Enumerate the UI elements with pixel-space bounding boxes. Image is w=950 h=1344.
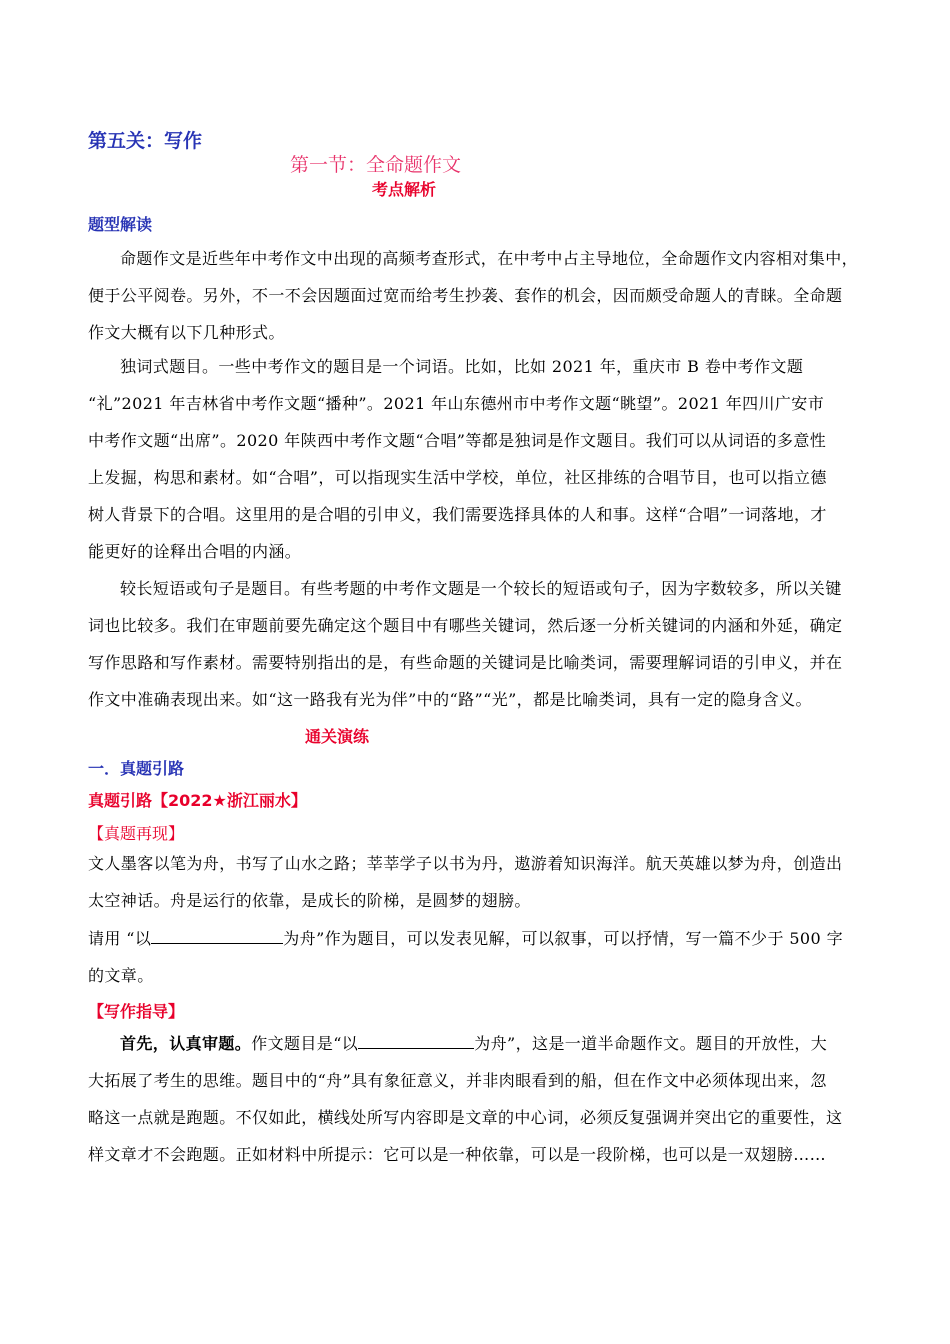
- paragraph-line: 独词式题目。一些中考作文的题目是一个词语。比如，比如 2021 年，重庆市 B 卷中考作文题: [120, 357, 804, 376]
- guide-bold: 首先，认真审题。: [120, 1034, 252, 1053]
- paragraph-line: 作文大概有以下几种形式。: [88, 323, 285, 342]
- paragraph-line: 上发掘，构思和素材。如“合唱”，可以指现实生活中学校，单位，社区排练的合唱节目，也可以指立德: [88, 468, 827, 487]
- paragraph-3: [88, 570, 868, 718]
- prompt-line: [88, 920, 843, 957]
- paragraph-1: [88, 240, 868, 351]
- title-blank: [151, 925, 283, 944]
- paragraph-line: 中考作文题“出席”。2020 年陕西中考作文题“合唱”等都是独词是作文题目。我们可以从词语的多意性: [88, 431, 827, 450]
- title-blank: [358, 1030, 474, 1049]
- chapter-heading: 第五关：写作: [88, 130, 203, 152]
- paragraph-line: 大拓展了考生的思维。题目中的“舟”具有象征意义，并非肉眼看到的船，但在作文中必须体现出来，忽: [88, 1071, 827, 1090]
- paragraph-line: 命题作文是近些年中考作文中出现的高频考查形式，在中考中占主导地位，全命题作文内容相对集中，: [120, 249, 859, 268]
- paragraph-line: 写作思路和写作素材。需要特别指出的是，有些命题的关键词是比喻类词，需要理解词语的引申义，并在: [88, 653, 843, 672]
- exam-tag-detail: 【2022★浙江丽水】: [152, 791, 307, 810]
- paragraph-line: 太空神话。舟是运行的依靠，是成长的阶梯，是圆梦的翅膀。: [88, 891, 531, 910]
- guide-paragraph: [88, 1025, 842, 1173]
- part1-heading: 一．真题引路: [88, 759, 185, 778]
- paragraph-2: [88, 348, 868, 570]
- prompt-suffix: 为舟”作为题目，可以发表见解，可以叙事，可以抒情，写一篇不少于 500 字: [283, 929, 843, 948]
- guide-label: 【写作指导】: [88, 1002, 185, 1021]
- paragraph-line: 样文章才不会跑题。正如材料中所提示：它可以是一种依靠，可以是一段阶梯，也可以是一双翅膀……: [88, 1145, 827, 1164]
- paragraph-line: 词也比较多。我们在审题前要先确定这个题目中有哪些关键词，然后逐一分析关键词的内涵和外延，确定: [88, 616, 843, 635]
- reappear-label: 【真题再现】: [88, 824, 185, 843]
- paragraph-line: 便于公平阅卷。另外，不一不会因题面过宽而给考生抄袭、套作的机会，因而颇受命题人的青睐。全命题: [88, 286, 843, 305]
- paragraph-line: “礼”2021 年吉林省中考作文题“播种”。2021 年山东德州市中考作文题“眺望”。2021 年四川广安市: [88, 394, 825, 413]
- prompt-prefix: 请用 “以: [88, 929, 152, 948]
- material-paragraph: [88, 845, 842, 919]
- paragraph-line: 作文中准确表现出来。如“这一路我有光为伴”中的“路”“光”，都是比喻类词，具有一定的隐身含义。: [88, 690, 812, 709]
- subsection-title: 考点解析: [372, 180, 437, 199]
- paragraph-line: 文人墨客以笔为舟，书写了山水之路；莘莘学子以书为丹，遨游着知识海洋。航天英雄以梦为舟，创造出: [88, 854, 843, 873]
- prompt-paragraph: [88, 920, 843, 994]
- paragraph-line: 较长短语或句子是题目。有些考题的中考作文题是一个较长的短语或句子，因为字数较多，所以关键: [120, 579, 842, 598]
- guide-line1-end: 为舟”，这是一道半命题作文。题目的开放性，大: [474, 1034, 828, 1053]
- paragraph-line: 能更好的诠释出合唱的内涵。: [88, 542, 302, 561]
- prompt-line-2: 的文章。: [88, 966, 154, 985]
- guide-line1-mid: 作文题目是“以: [251, 1034, 359, 1053]
- section-title: 第一节：全命题作文: [290, 154, 462, 176]
- exam-tag-label: 真题引路: [88, 791, 153, 810]
- paragraph-line: 略这一点就是跑题。不仅如此，横线处所写内容即是文章的中心词，必须反复强调并突出它的重要性，这: [88, 1108, 843, 1127]
- reading-heading: 题型解读: [88, 215, 153, 234]
- exam-tag: [88, 788, 307, 811]
- paragraph-line: 树人背景下的合唱。这里用的是合唱的引申义，我们需要选择具体的人和事。这样“合唱”一词落地，才: [88, 505, 827, 524]
- practice-title: 通关演练: [305, 727, 370, 746]
- guide-line-1: [88, 1025, 842, 1062]
